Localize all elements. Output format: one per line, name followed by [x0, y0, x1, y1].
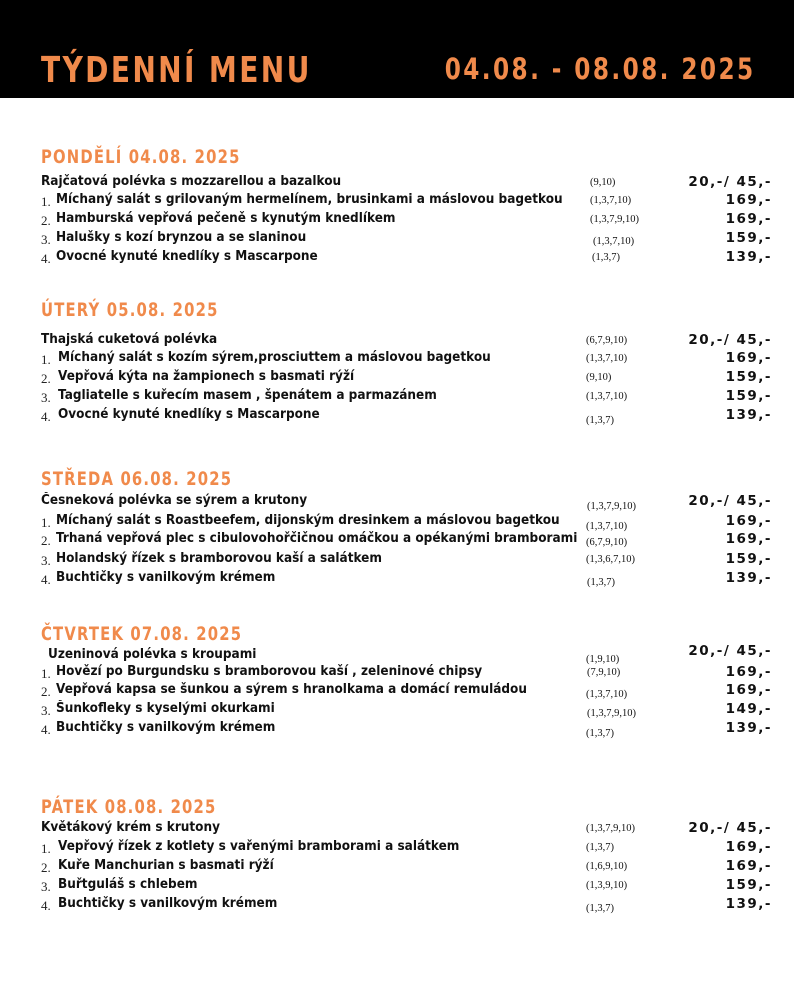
day-title: PÁTEK 08.08. 2025: [41, 796, 217, 818]
allergen-codes: (6,7,9,10): [586, 537, 628, 548]
header-bar: [0, 0, 794, 98]
day-title: PONDĚLÍ 04.08. 2025: [41, 146, 241, 168]
dish-name: Míchaný salát s Roastbeefem, dijonským dresinkem a máslovou bagetkou: [56, 513, 560, 528]
dish-number: 3.: [41, 232, 51, 247]
dish-row: [0, 682, 794, 701]
price: 169,-: [725, 192, 772, 208]
price: 169,-: [725, 839, 772, 855]
price: 139,-: [725, 720, 772, 736]
price: 20,-/ 45,-: [688, 643, 772, 659]
dish-number: 4.: [41, 572, 51, 587]
dish-name: Kuře Manchurian s basmati rýží: [58, 858, 274, 873]
soup-name: Květákový krém s krutony: [41, 820, 220, 835]
dish-number: 4.: [41, 722, 51, 737]
price: 20,-/ 45,-: [688, 820, 772, 836]
dish-name: Hovězí po Burgundsku s bramborovou kaší , zeleninové chipsy: [56, 664, 483, 679]
allergen-codes: (1,3,7): [586, 842, 614, 853]
dish-row: [0, 570, 794, 589]
dish-number: 3.: [41, 703, 51, 718]
allergen-codes: (9,10): [586, 372, 612, 383]
price: 169,-: [725, 858, 772, 874]
dish-row: [0, 896, 794, 915]
allergen-codes: (1,3,6,7,10): [586, 554, 635, 565]
allergen-codes: (1,3,7,9,10): [590, 214, 639, 225]
dish-row: [0, 407, 794, 426]
dish-row: [0, 369, 794, 388]
dish-number: 2.: [41, 684, 51, 699]
price: 169,-: [725, 664, 772, 680]
price: 159,-: [725, 369, 772, 385]
dish-row: [0, 664, 794, 683]
soup-name: Rajčatová polévka s mozzarellou a bazalkou: [41, 174, 342, 189]
dish-row: [0, 839, 794, 858]
dish-row: [0, 720, 794, 739]
dish-row: [0, 249, 794, 268]
allergen-codes: (1,3,7): [592, 252, 620, 263]
price: 159,-: [725, 877, 772, 893]
allergen-codes: (7,9,10): [587, 667, 621, 678]
dish-number: 3.: [41, 879, 51, 894]
dish-name: Halušky s kozí brynzou a se slaninou: [56, 230, 307, 245]
price: 169,-: [725, 513, 772, 529]
dish-name: Buřtguláš s chlebem: [58, 877, 198, 892]
dish-name: Šunkofleky s kyselými okurkami: [56, 701, 275, 716]
dish-name: Míchaný salát s kozím sýrem,prosciuttem a máslovou bagetkou: [58, 350, 491, 365]
dish-number: 2.: [41, 213, 51, 228]
day-title: ČTVRTEK 07.08. 2025: [41, 623, 243, 645]
dish-name: Vepřový řízek z kotlety s vařenými bramborami a salátkem: [58, 839, 460, 854]
price: 169,-: [725, 682, 772, 698]
allergen-codes: (1,3,7): [586, 415, 614, 426]
allergen-codes: (1,3,7,10): [586, 391, 628, 402]
soup-row: [0, 174, 794, 193]
dish-name: Ovocné kynuté knedlíky s Mascarpone: [56, 249, 318, 264]
dish-number: 3.: [41, 553, 51, 568]
allergen-codes: (1,3,7): [586, 903, 614, 914]
dish-row: [0, 858, 794, 877]
allergen-codes: (1,3,7,9,10): [587, 501, 636, 512]
dish-number: 4.: [41, 409, 51, 424]
allergen-codes: (1,3,7,10): [586, 689, 628, 700]
dish-row: [0, 192, 794, 211]
dish-row: [0, 388, 794, 407]
dish-row: [0, 701, 794, 720]
soup-row: [0, 820, 794, 839]
dish-name: Tagliatelle s kuřecím masem , špenátem a parmazánem: [58, 388, 437, 403]
dish-number: 4.: [41, 898, 51, 913]
allergen-codes: (1,3,7,10): [593, 236, 635, 247]
price: 139,-: [725, 407, 772, 423]
soup-row: [0, 332, 794, 351]
price: 169,-: [725, 531, 772, 547]
menu-title: TÝDENNÍ MENU: [41, 50, 312, 91]
dish-row: [0, 211, 794, 230]
day-title: STŘEDA 06.08. 2025: [41, 468, 233, 490]
price: 159,-: [725, 230, 772, 246]
allergen-codes: (1,3,7,9,10): [586, 823, 635, 834]
dish-number: 1.: [41, 515, 51, 530]
dish-number: 1.: [41, 194, 51, 209]
dish-name: Buchtičky s vanilkovým krémem: [58, 896, 278, 911]
dish-name: Buchtičky s vanilkovým krémem: [56, 720, 276, 735]
dish-number: 1.: [41, 841, 51, 856]
soup-name: Thajská cuketová polévka: [41, 332, 218, 347]
menu-date-range: 04.08. - 08.08. 2025: [445, 52, 756, 86]
dish-row: [0, 877, 794, 896]
price: 139,-: [725, 896, 772, 912]
dish-number: 3.: [41, 390, 51, 405]
price: 20,-/ 45,-: [688, 493, 772, 509]
allergen-codes: (9,10): [590, 177, 616, 188]
allergen-codes: (1,3,7,10): [586, 521, 628, 532]
allergen-codes: (1,3,7): [587, 577, 615, 588]
allergen-codes: (1,9,10): [586, 654, 620, 665]
soup-name: Česneková polévka se sýrem a krutony: [41, 493, 308, 508]
dish-name: Holandský řízek s bramborovou kaší a salátkem: [56, 551, 382, 566]
dish-name: Míchaný salát s grilovaným hermelínem, brusinkami a máslovou bagetkou: [56, 192, 563, 207]
dish-name: Buchtičky s vanilkovým krémem: [56, 570, 276, 585]
price: 159,-: [725, 551, 772, 567]
allergen-codes: (1,3,9,10): [586, 880, 628, 891]
allergen-codes: (1,3,7): [586, 728, 614, 739]
allergen-codes: (6,7,9,10): [586, 335, 628, 346]
dish-name: Hamburská vepřová pečeně s kynutým knedlíkem: [56, 211, 396, 226]
price: 149,-: [725, 701, 772, 717]
price: 139,-: [725, 249, 772, 265]
dish-row: [0, 350, 794, 369]
price: 139,-: [725, 570, 772, 586]
dish-row: [0, 531, 794, 550]
allergen-codes: (1,3,7,10): [586, 353, 628, 364]
soup-row: [0, 493, 794, 512]
allergen-codes: (1,3,7,9,10): [587, 708, 636, 719]
soup-name: Uzeninová polévka s kroupami: [48, 647, 257, 662]
day-title: ÚTERÝ 05.08. 2025: [41, 299, 219, 321]
dish-name: Trhaná vepřová plec s cibulovohořčičnou omáčkou a opékanými bramborami: [56, 531, 578, 546]
price: 169,-: [725, 211, 772, 227]
dish-row: [0, 230, 794, 249]
dish-number: 2.: [41, 533, 51, 548]
dish-name: Vepřová kapsa se šunkou a sýrem s hranolkama a domácí remuládou: [56, 682, 527, 697]
price: 159,-: [725, 388, 772, 404]
allergen-codes: (1,3,7,10): [590, 195, 632, 206]
dish-name: Ovocné kynuté knedlíky s Mascarpone: [58, 407, 320, 422]
price: 20,-/ 45,-: [688, 174, 772, 190]
dish-number: 4.: [41, 251, 51, 266]
dish-row: [0, 551, 794, 570]
dish-number: 1.: [41, 352, 51, 367]
dish-number: 2.: [41, 371, 51, 386]
dish-name: Vepřová kýta na žampionech s basmati rýží: [58, 369, 355, 384]
dish-number: 2.: [41, 860, 51, 875]
allergen-codes: (1,6,9,10): [586, 861, 628, 872]
dish-row: [0, 513, 794, 532]
dish-number: 1.: [41, 666, 51, 681]
price: 169,-: [725, 350, 772, 366]
price: 20,-/ 45,-: [688, 332, 772, 348]
